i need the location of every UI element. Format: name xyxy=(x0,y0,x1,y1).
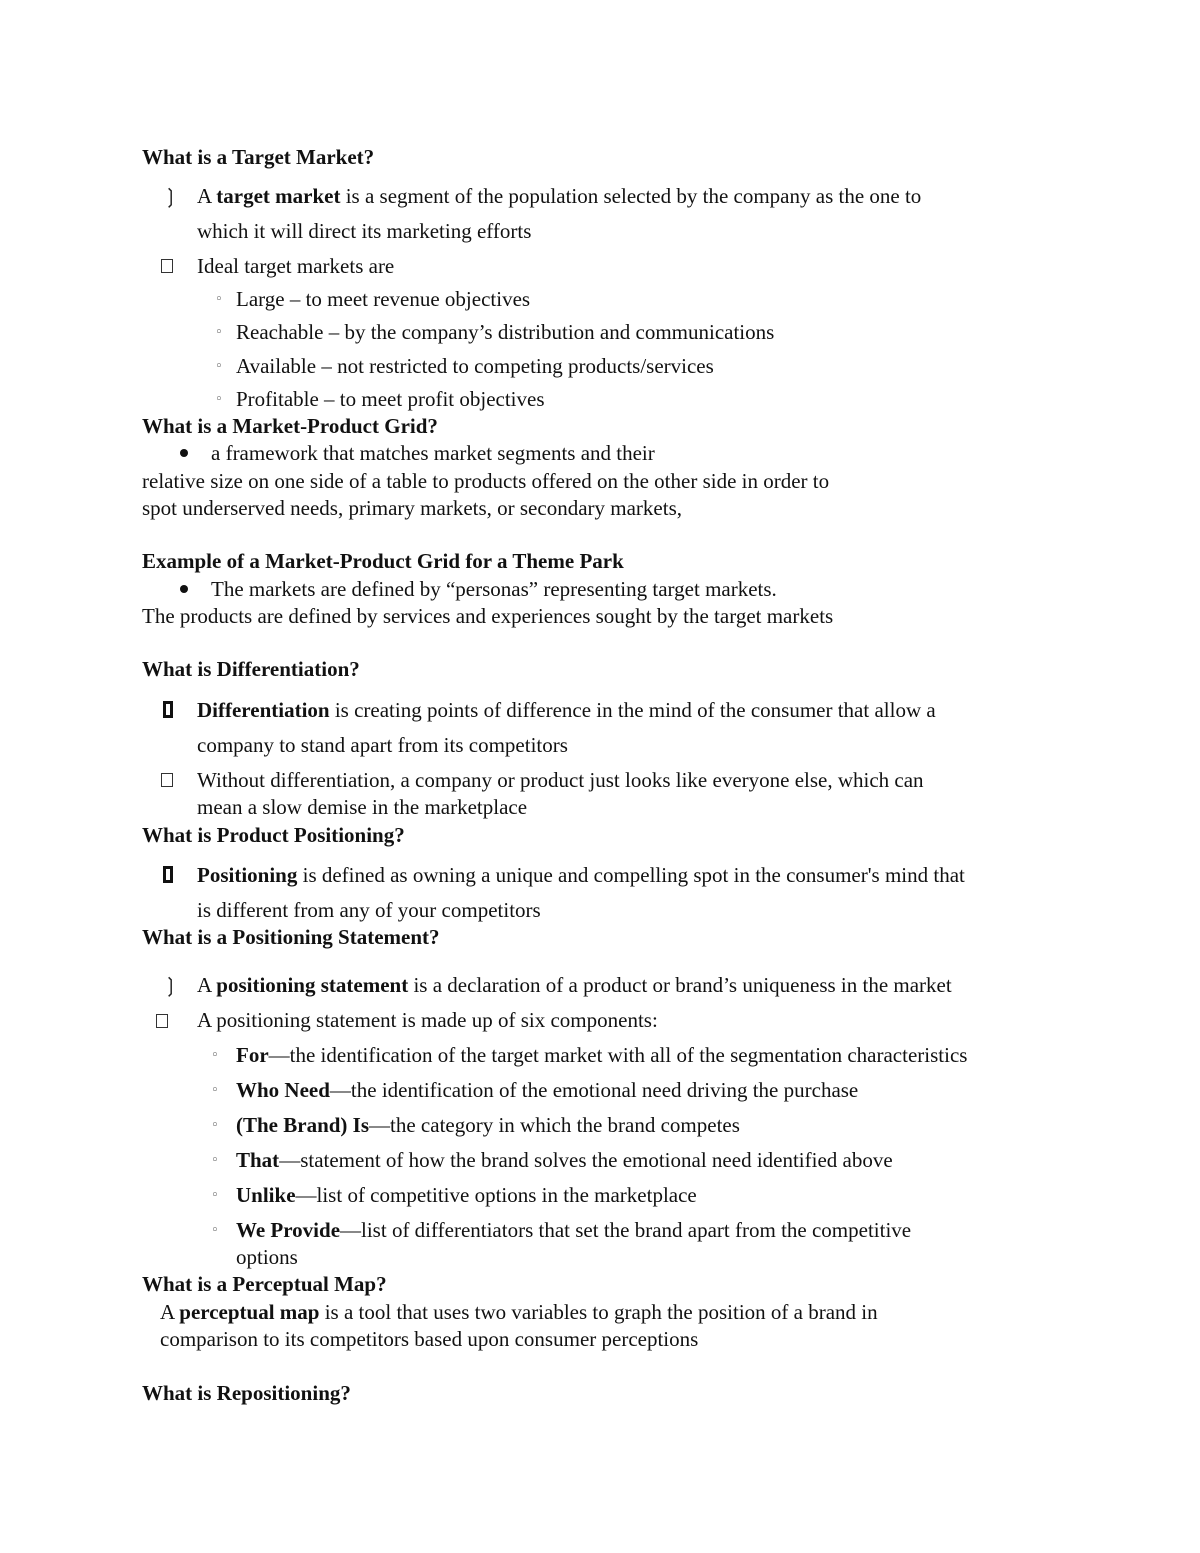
dot-bullet-icon xyxy=(180,585,188,593)
ring-bullet-icon: ◦ xyxy=(211,1118,219,1133)
differentiation-definition-cont: company to stand apart from its competitors xyxy=(197,733,568,757)
ring-bullet-icon: ◦ xyxy=(215,392,223,407)
component-unlike: Unlike—list of competitive options in the marketplace xyxy=(236,1183,697,1207)
ring-bullet-icon: ◦ xyxy=(211,1083,219,1098)
sub-item-large: Large – to meet revenue objectives xyxy=(236,287,531,311)
component-who-need: Who Need—the identification of the emotional need driving the purchase xyxy=(236,1078,859,1102)
bold-box-bullet-icon xyxy=(163,701,173,718)
target-market-definition: A target market is a segment of the population selected by the company as the one to xyxy=(197,184,922,208)
perceptual-map-definition-cont: comparison to its competitors based upon consumer perceptions xyxy=(160,1327,699,1351)
heading-differentiation: What is Differentiation? xyxy=(142,657,360,681)
ring-bullet-icon: ◦ xyxy=(215,359,223,374)
positioning-definition: Positioning is defined as owning a unique and compelling spot in the consumer's mind that xyxy=(197,863,965,887)
sub-item-reachable: Reachable – by the company’s distribution and communications xyxy=(236,320,775,344)
differentiation-definition: Differentiation is creating points of difference in the mind of the consumer that allow a xyxy=(197,698,936,722)
bracket-bullet-icon: ❳ xyxy=(162,184,179,208)
heading-perceptual-map: What is a Perceptual Map? xyxy=(142,1272,387,1296)
heading-target-market: What is a Target Market? xyxy=(142,145,375,169)
ring-bullet-icon: ◦ xyxy=(215,292,223,307)
checkbox-bullet-icon xyxy=(161,259,173,273)
checkbox-bullet-icon xyxy=(161,773,173,787)
heading-repositioning: What is Repositioning? xyxy=(142,1381,351,1405)
dot-bullet-icon xyxy=(180,449,188,457)
without-differentiation-cont: mean a slow demise in the marketplace xyxy=(197,795,528,819)
component-brand-is: (The Brand) Is—the category in which the brand competes xyxy=(236,1113,740,1137)
grid-definition-line2: relative size on one side of a table to products offered on the other side in order to xyxy=(142,469,830,493)
ideal-target-markets: Ideal target markets are xyxy=(197,254,395,278)
heading-example-grid: Example of a Market-Product Grid for a Theme Park xyxy=(142,549,624,573)
sub-item-available: Available – not restricted to competing products/services xyxy=(236,354,714,378)
heading-product-positioning: What is Product Positioning? xyxy=(142,823,405,847)
ring-bullet-icon: ◦ xyxy=(211,1048,219,1063)
ring-bullet-icon: ◦ xyxy=(211,1223,219,1238)
bracket-bullet-icon: ❳ xyxy=(162,973,179,997)
six-components: A positioning statement is made up of six components: xyxy=(197,1008,658,1032)
without-differentiation: Without differentiation, a company or product just looks like everyone else, which can xyxy=(197,768,924,792)
example-products: The products are defined by services and experiences sought by the target markets xyxy=(142,604,834,628)
component-we-provide-cont: options xyxy=(236,1245,298,1269)
checkbox-bullet-icon xyxy=(156,1014,168,1028)
positioning-statement-definition: A positioning statement is a declaration of a product or brand’s uniqueness in the market xyxy=(197,973,952,997)
heading-positioning-statement: What is a Positioning Statement? xyxy=(142,925,440,949)
ring-bullet-icon: ◦ xyxy=(211,1188,219,1203)
sub-item-profitable: Profitable – to meet profit objectives xyxy=(236,387,545,411)
component-that: That—statement of how the brand solves the emotional need identified above xyxy=(236,1148,893,1172)
target-market-definition-cont: which it will direct its marketing efforts xyxy=(197,219,532,243)
ring-bullet-icon: ◦ xyxy=(215,325,223,340)
bold-box-bullet-icon xyxy=(163,866,173,883)
component-for: For—the identification of the target market with all of the segmentation characteristics xyxy=(236,1043,968,1067)
grid-definition: a framework that matches market segments and their xyxy=(211,441,655,465)
component-we-provide: We Provide—list of differentiators that set the brand apart from the competitive xyxy=(236,1218,912,1242)
perceptual-map-definition: A perceptual map is a tool that uses two variables to graph the position of a brand in xyxy=(160,1300,878,1324)
ring-bullet-icon: ◦ xyxy=(211,1153,219,1168)
heading-market-product-grid: What is a Market-Product Grid? xyxy=(142,414,438,438)
example-markets: The markets are defined by “personas” representing target markets. xyxy=(211,577,777,601)
grid-definition-line3: spot underserved needs, primary markets, or secondary markets, xyxy=(142,496,682,520)
positioning-definition-cont: is different from any of your competitors xyxy=(197,898,541,922)
